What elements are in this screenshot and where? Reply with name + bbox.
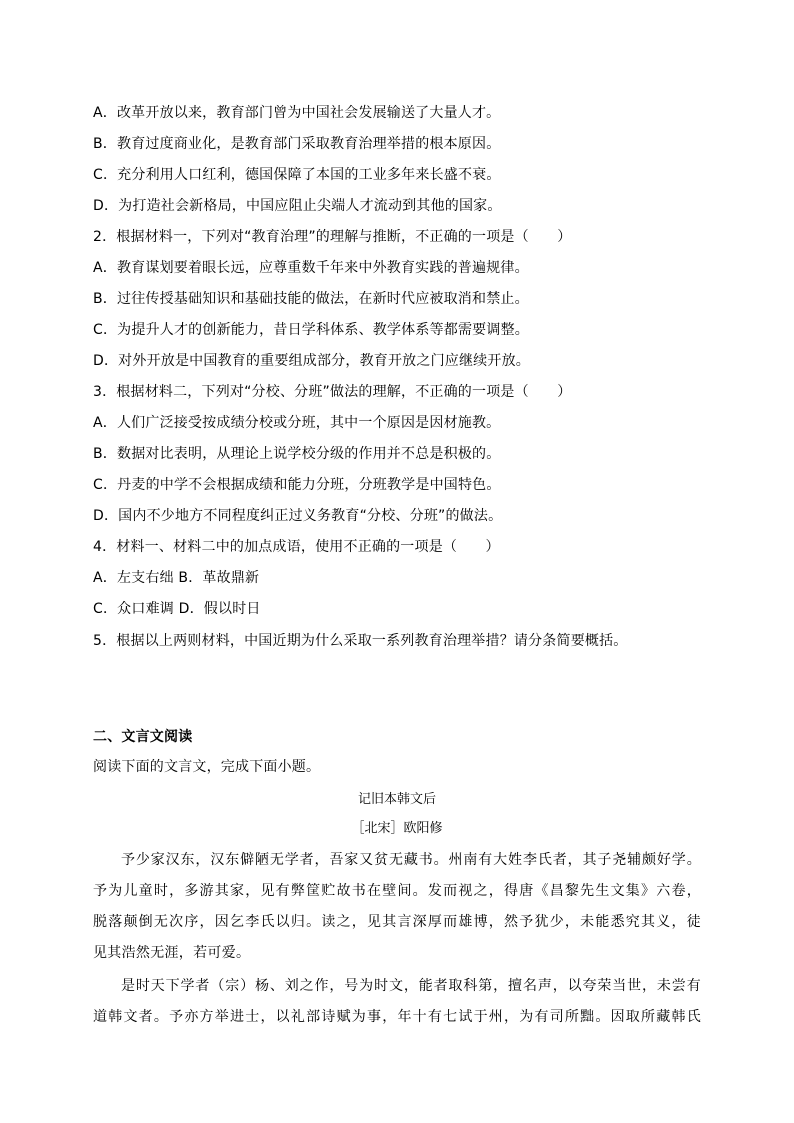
q3-option-c: C．丹麦的中学不会根据成绩和能力分班，分班教学是中国特色。 xyxy=(93,477,501,493)
paragraph1-line: 见其浩然无涯，若可爱。 xyxy=(93,945,251,961)
q1-option-c: C．充分利用人口红利，德国保障了本国的工业多年来长盛不衰。 xyxy=(93,167,501,183)
q3-option-d: D．国内不少地方不同程度纠正过义务教育“分校、分班”的做法。 xyxy=(93,508,503,524)
passage-author: ［北宋］欧阳修 xyxy=(351,821,443,836)
q2-option-d: D．对外开放是中国教育的重要组成部分，教育开放之门应继续开放。 xyxy=(93,353,530,369)
q4-stem: 4．材料一、材料二中的加点成语，使用不正确的一项是（ ） xyxy=(93,539,500,555)
section-instruction: 阅读下面的文言文，完成下面小题。 xyxy=(93,759,321,775)
q2-option-a: A．教育谋划要着眼长远，应尊重数千年来中外教育实践的普遍规律。 xyxy=(93,260,529,276)
section-heading: 二、文言文阅读 xyxy=(93,729,193,745)
q1-option-a: A．改革开放以来，教育部门曾为中国社会发展输送了大量人才。 xyxy=(93,105,501,121)
paragraph2-line: 是时天下学者（宗）杨、刘之作，号为时文，能者取科第，擅名声，以夸荣当世，未尝有 xyxy=(121,978,701,994)
q2-option-c: C．为提升人才的创新能力，昔日学科体系、教学体系等都需要调整。 xyxy=(93,322,529,338)
q2-option-b: B．过往传授基础知识和基础技能的做法，在新时代应被取消和禁止。 xyxy=(93,291,529,307)
q4-options-cd: C．众口难调 D．假以时日 xyxy=(93,601,261,617)
q1-option-b: B．教育过度商业化，是教育部门采取教育治理举措的根本原因。 xyxy=(93,136,501,152)
q4-options-ab: A．左支右绌 B．革故鼎新 xyxy=(93,570,260,586)
q2-stem: 2．根据材料一，下列对“教育治理”的理解与推断，不正确的一项是（ ） xyxy=(93,229,572,245)
q3-option-a: A．人们广泛接受按成绩分校或分班，其中一个原因是因材施教。 xyxy=(93,415,501,431)
paragraph2-line: 道韩文者。予亦方举进士，以礼部诗赋为事，年十有七试于州，为有司所黜。因取所藏韩氏 xyxy=(93,1009,701,1025)
q3-option-b: B．数据对比表明，从理论上说学校分级的作用并不总是积极的。 xyxy=(93,446,501,462)
paragraph1-line: 脱落颠倒无次序，因乞李氏以归。读之，见其言深厚而雄博，然予犹少，未能悉究其义，徒 xyxy=(93,914,701,930)
q3-stem: 3．根据材料二，下列对“分校、分班”做法的理解，不正确的一项是（ ） xyxy=(93,384,572,400)
q5-stem: 5．根据以上两则材料，中国近期为什么采取一系列教育治理举措？请分条简要概括。 xyxy=(93,633,628,649)
passage-title: 记旧本韩文后 xyxy=(357,792,436,807)
paragraph1-line: 予为儿童时，多游其家，见有弊筐贮故书在壁间。发而视之，得唐《昌黎先生文集》六卷， xyxy=(93,883,701,899)
paragraph1-line: 予少家汉东，汉东僻陋无学者，吾家又贫无藏书。州南有大姓李氏者，其子尧辅颇好学。 xyxy=(121,852,701,868)
q1-option-d: D．为打造社会新格局，中国应阻止尖端人才流动到其他的国家。 xyxy=(93,198,502,214)
